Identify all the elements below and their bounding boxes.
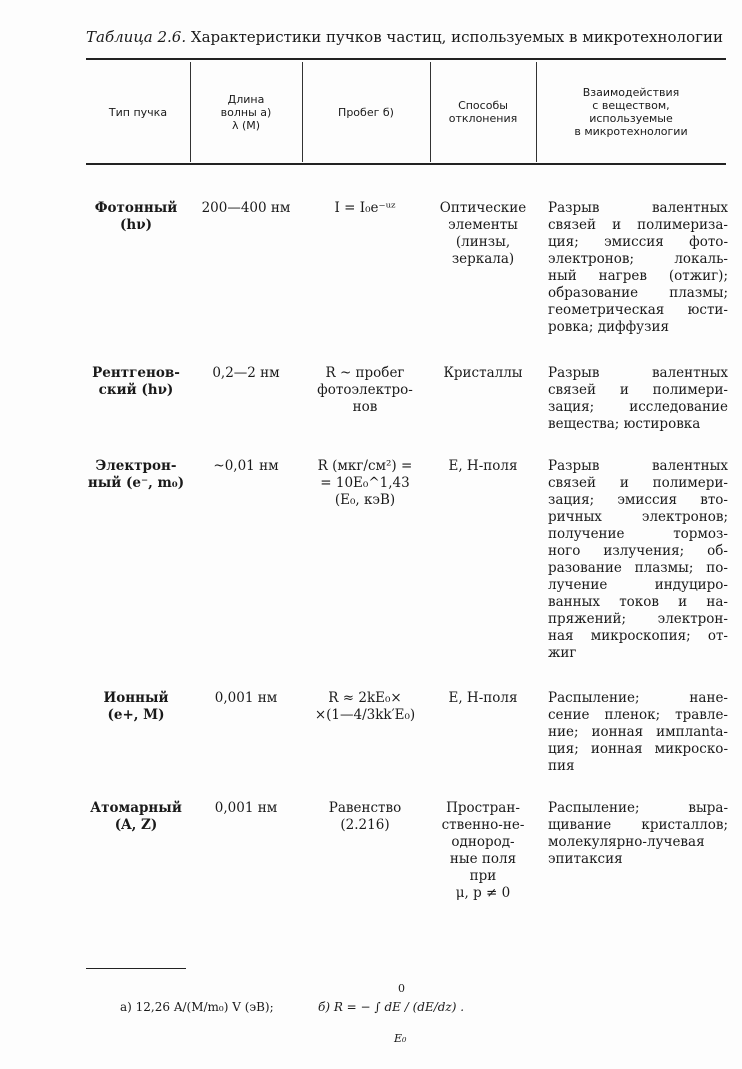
integral-upper-limit: 0 [398,982,405,995]
cell-line: E, H-поля [448,690,518,706]
cell-type [86,200,186,234]
cell-type [86,800,186,834]
cell-line: связей и полимериза- [548,217,728,233]
cell-line: ный нагрев (отжиг); [548,268,728,284]
cell-line: Простран- [446,800,520,816]
cell-line: Разрыв валентных [548,458,728,474]
cell-range [300,690,430,724]
cell-line: Электрон- [95,458,177,474]
header-line: λ (М) [231,118,261,132]
cell-line: ственно-не- [441,817,525,833]
cell-line: при [469,868,497,884]
cell-interaction [548,690,728,775]
cell-line: ные поля [449,851,517,867]
cell-line: ция; эмиссия фото- [548,234,728,250]
cell-wavelength [196,200,296,217]
header-line: Длина [227,92,265,106]
integral-lower-limit: E₀ [394,1032,407,1045]
cell-line: получение тормоз- [548,526,728,542]
header-line: Взаимодействия [582,86,680,99]
cell-interaction [548,800,728,868]
footnote-rule [86,968,186,969]
cell-line: = 10E₀^1,43 [320,475,410,491]
cell-line: Кристаллы [443,365,523,381]
cell-line: 0,001 нм [214,690,278,706]
cell-line: зация; исследование [548,399,728,415]
cell-interaction [548,200,728,336]
cell-line: жиг [548,645,577,661]
cell-wavelength [196,690,296,707]
cell-line: Ионный [103,690,169,706]
header-c5 [536,62,726,162]
header-line: используемые [589,112,673,125]
cell-line: связей и полимери- [548,475,728,491]
cell-line: R (мкг/см²) = [317,458,413,474]
header-rule [86,163,726,165]
cell-line: лучение индуциро- [548,577,728,593]
cell-wavelength [196,365,296,382]
cell-line: элементы [448,217,518,233]
cell-line: ричных электронов; [548,509,728,525]
cell-range [300,458,430,509]
cell-line: (e+, M) [107,707,165,723]
cell-line: ного излучения; об- [548,543,728,559]
cell-line: связей и полимери- [548,382,728,398]
cell-line: ние; ионная имплanta- [548,724,728,740]
cell-line: пряжений; электрон- [548,611,728,627]
cell-line: ная микроскопия; от- [548,628,728,644]
cell-line: 0,2—2 нм [212,365,280,381]
header-c2 [190,62,302,162]
cell-line: щивание кристаллов; [548,817,728,833]
cell-line: Разрыв валентных [548,200,728,216]
cell-line: зеркала) [451,251,515,267]
cell-line: образование плазмы; [548,285,728,301]
cell-line: вещества; юстировка [548,416,701,432]
cell-line: ванных токов и на- [548,594,728,610]
cell-deflection [432,365,534,382]
cell-line: нов [352,399,378,415]
cell-line: Разрыв валентных [548,365,728,381]
footnote-b: б) R = − ∫ dE / (dE/dz) . [318,1000,465,1014]
footnote-a: а) 12,26 A/(M/m₀) V (эВ); [120,1000,274,1014]
cell-line: ский (hν) [98,382,174,398]
cell-line: ция; ионная микроско- [548,741,728,757]
header-c4 [430,62,536,162]
top-rule [86,58,726,60]
cell-line: однород- [451,834,515,850]
cell-line: пия [548,758,575,774]
cell-line: зация; эмиссия вто- [548,492,728,508]
table-caption: Таблица 2.6. Характеристики пучков частиц, используемых в микротехнологии [86,28,723,46]
cell-interaction [548,458,728,662]
cell-type [86,690,186,724]
header-line: отклонения [448,112,518,125]
cell-line: E, H-поля [448,458,518,474]
cell-line: Равенство [328,800,402,816]
header-line: волны а) [220,105,272,119]
cell-line: 200—400 нм [201,200,291,216]
cell-line: разование плазмы; по- [548,560,728,576]
cell-range [300,365,430,416]
header-line: Пробег б) [338,105,394,119]
cell-line: (линзы, [455,234,511,250]
header-c3 [302,62,430,162]
cell-line: Оптические [439,200,527,216]
cell-line: ×(1—4/3kk′E₀) [314,707,416,723]
cell-range [300,800,430,834]
header-line: Способы [458,99,508,112]
cell-line: ный (e⁻, m₀) [87,475,185,491]
cell-line: (A, Z) [114,817,158,833]
cell-line: (2.216) [340,817,390,833]
cell-line: R ≈ 2kE₀× [328,690,402,706]
header-line: с веществом, [592,99,670,112]
cell-interaction [548,365,728,433]
cell-line: сение пленок; травле- [548,707,728,723]
cell-deflection [432,690,534,707]
cell-line: эпитаксия [548,851,623,867]
cell-line: молекулярно-лучевая [548,834,705,850]
cell-deflection [432,200,534,268]
cell-line: Распыление; выра- [548,800,728,816]
header-c1 [86,62,190,162]
cell-type [86,365,186,399]
cell-line: (E₀, кэВ) [334,492,396,508]
cell-line: Фотонный [94,200,178,216]
cell-line: ~0,01 нм [213,458,279,474]
cell-wavelength [196,800,296,817]
header-line: в микротехнологии [574,125,688,138]
cell-line: 0,001 нм [214,800,278,816]
cell-line: фотоэлектро- [317,382,413,398]
cell-line: Распыление; нане- [548,690,728,706]
cell-deflection [432,458,534,475]
header-line: Тип пучка [108,105,168,119]
cell-line: Рентгенов- [92,365,180,381]
cell-line: (hν) [120,217,152,233]
cell-range [300,200,430,217]
cell-wavelength [196,458,296,475]
cell-line: геометрическая юсти- [548,302,728,318]
cell-line: ровка; диффузия [548,319,669,335]
cell-line: μ, p ≠ 0 [455,885,511,901]
cell-line: электронов; локаль- [548,251,728,267]
cell-line: R ~ пробег [325,365,405,381]
cell-type [86,458,186,492]
cell-line: Атомарный [90,800,182,816]
cell-line: I = I₀e⁻ᵘᶻ [334,200,396,216]
cell-deflection [432,800,534,902]
